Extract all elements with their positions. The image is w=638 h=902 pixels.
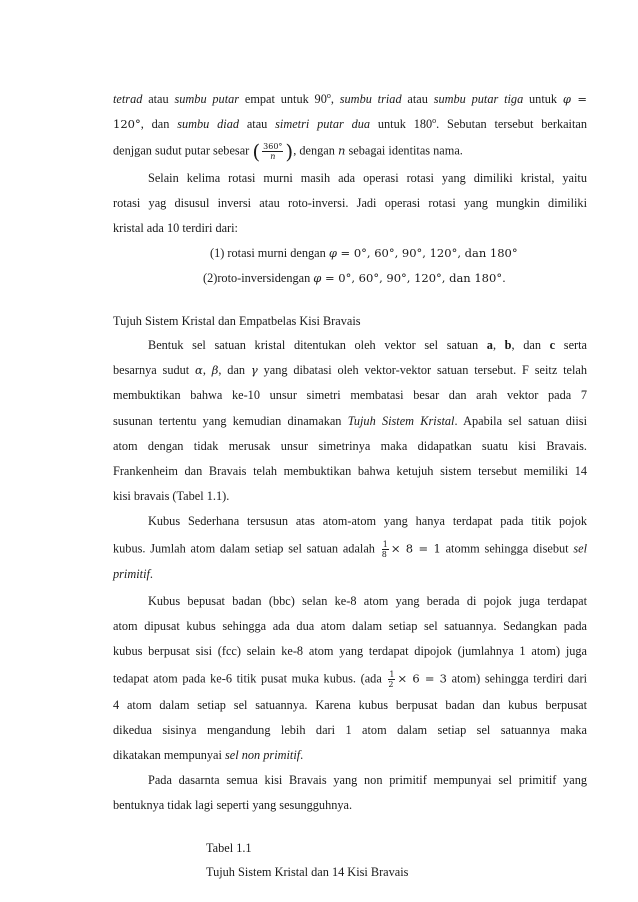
text-line: kisi bravais (Tabel 1.1). [113, 489, 230, 503]
text-line: primitif. [113, 567, 153, 581]
equation-line: (2)roto-inversidengan φ = 0°, 60°, 90°, 120°, dan 180°. [203, 271, 506, 285]
text-line: membuktikan bahwa ke-10 unsur simetri membatasi besar dan arah vektor pada 7 [113, 388, 587, 402]
text-line: dikatakan mempunyai sel non primitif. [113, 748, 304, 762]
fraction: $\frac{1}{8}$ [381, 540, 388, 559]
text-line: Frankenheim dan Bravais telah membuktikan bahwa ketujuh sistem tersebut memiliki 14 [113, 464, 587, 478]
text-line: dikedua sisinya mengandung lebih dari 1 atom dalam setiap sel satuannya maka [113, 723, 587, 737]
text-line: bentuknya tidak lagi seperti yang sesungguhnya. [113, 798, 353, 812]
text-line: susunan tertentu yang kemudian dinamakan Tujuh Sistem Kristal. Apabila sel satuan diisi [113, 414, 587, 428]
fraction: $\frac{1}{2}$ [388, 670, 395, 689]
text-line: kubus berpusat sisi (fcc) selain ke-8 atom yang terdapat dipojok (jumlahnya 1 atom) juga [113, 644, 587, 658]
text-line: Bentuk sel satuan kristal ditentukan oleh vektor sel satuan a, b, dan c serta [148, 338, 587, 352]
text-line: 4 atom dalam setiap sel satuannya. Karena kubus berpusat badan dan kubus berpusat [113, 698, 587, 712]
text-line: atom dengan tidak merusak unsur simetrinya maka didapatkan suatu kisi Bravais. [113, 439, 587, 453]
text-line: tetrad atau sumbu putar empat untuk 90$^o$, sumbu triad atau sumbu putar tiga untuk φ = [113, 91, 587, 107]
text-line: kristal ada 10 terdiri dari: [113, 221, 238, 235]
fraction: $\frac{360^\circ}{n}$ [263, 142, 283, 161]
text-line: Selain kelima rotasi murni masih ada operasi rotasi yang dimiliki kristal, yaitu [148, 171, 587, 185]
text-line: Kubus bepusat badan (bbc) selan ke-8 atom yang berada di pojok juga terdapat [148, 594, 587, 608]
text-line: besarnya sudut α, β, dan γ yang dibatasi oleh vektor-vektor satuan tersebut. F seitz telah [113, 363, 588, 377]
table-caption-title: Tujuh Sistem Kristal dan 14 Kisi Bravais [206, 865, 409, 879]
text-line: tedapat atom pada ke-6 titik pusat muka kubus. (ada $\frac{1}{2}$ × 6 = 3 atom) sehingga terdiri dari [113, 670, 587, 689]
text-line: atom dipusat kubus sehingga ada dua atom dalam setiap sel satuannya. Sedangkan pada [113, 619, 587, 633]
text-line: rotasi yag disusul inversi atau roto-inversi. Jadi operasi rotasi yang mungkin dimiliki [113, 196, 587, 210]
text-line: denjgan sudut putar sebesar ( $\frac{360^\circ}{n}$ ), dengan n sebagai identitas nama. [113, 139, 463, 164]
table-caption-label: Tabel 1.1 [206, 841, 252, 855]
section-heading: Tujuh Sistem Kristal dan Empatbelas Kisi Bravais [113, 314, 361, 328]
text-line: Pada dasarnta semua kisi Bravais yang non primitif mempunyai sel primitif yang [148, 773, 587, 787]
equation-line: (1) rotasi murni dengan φ = 0°, 60°, 90°, 120°, dan 180° [210, 246, 518, 260]
text-line: 120°, dan sumbu diad atau simetri putar dua untuk 180$^o$. Sebutan tersebut berkaitan [113, 116, 587, 132]
text-line: kubus. Jumlah atom dalam setiap sel satuan adalah $\frac{1}{8}$ × 8 = 1 atomm sehingga disebut sel [113, 540, 588, 559]
text-line: Kubus Sederhana tersusun atas atom-atom yang hanya terdapat pada titik pojok [148, 514, 587, 528]
